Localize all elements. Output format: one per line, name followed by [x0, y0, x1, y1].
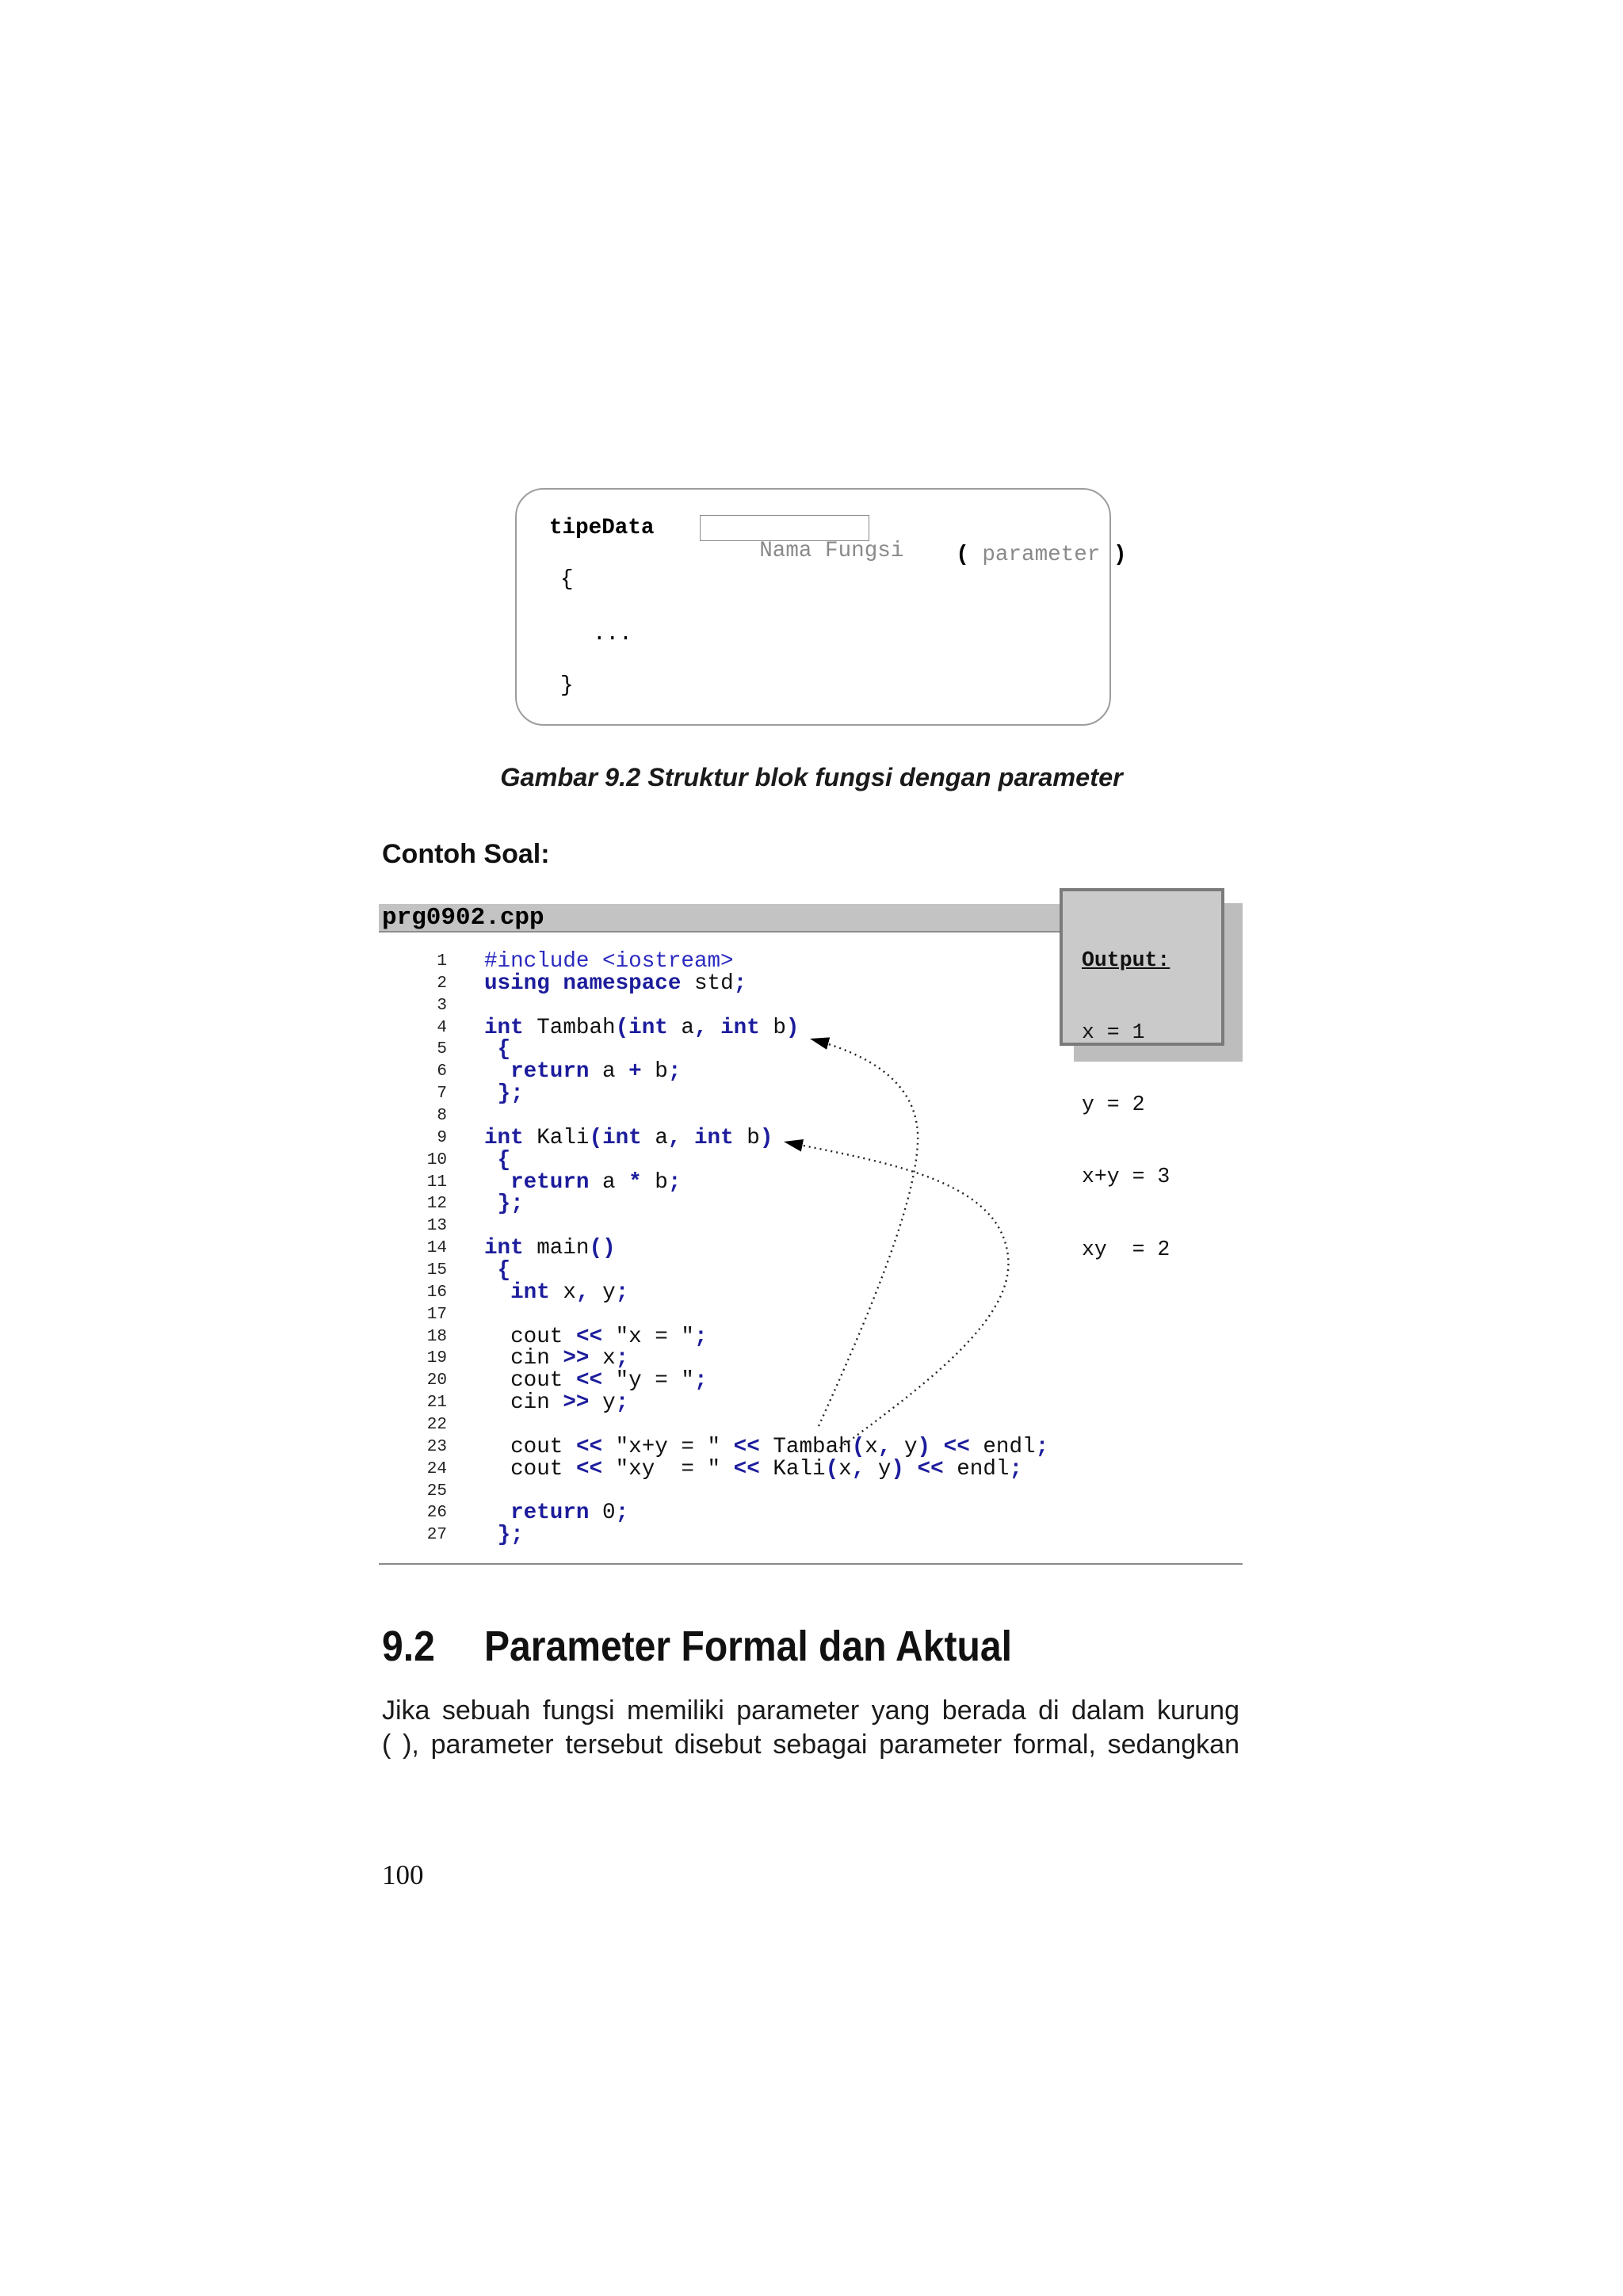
example-heading: Contoh Soal:: [382, 839, 550, 869]
return-type-label: tipeData: [549, 516, 655, 540]
line-number: 23: [426, 1437, 447, 1456]
code-operator: ,: [877, 1434, 892, 1459]
code-keyword: return: [510, 1059, 590, 1085]
code-operator: ;: [615, 1501, 629, 1526]
output-line: x = 1: [1082, 1020, 1145, 1045]
line-number: 2: [437, 974, 447, 993]
code-operator: ;: [1035, 1434, 1049, 1459]
code-text: cout << "x+y = " << Tambah(x, y) << endl;: [510, 1434, 1049, 1459]
code-operator: ;: [510, 1523, 524, 1548]
code-keyword: namespace: [563, 971, 682, 996]
code-operator: ): [759, 1125, 773, 1150]
code-line: [0, 1215, 1623, 1238]
code-operator: }: [497, 1081, 511, 1107]
code-line: [0, 1348, 1623, 1370]
line-number: 3: [437, 996, 447, 1015]
code-operator: <<: [575, 1434, 603, 1459]
code-operator: <<: [733, 1456, 760, 1482]
code-operator: ;: [693, 1324, 708, 1349]
line-number: 21: [426, 1394, 447, 1413]
code-operator: ;: [733, 971, 747, 996]
page-number: 100: [382, 1859, 424, 1890]
code-operator: ;: [615, 1280, 629, 1305]
code-operator: <<: [733, 1434, 760, 1459]
output-title: Output:: [1082, 948, 1170, 972]
output-content: [1082, 900, 1170, 1310]
code-line: [0, 1169, 1623, 1195]
code-line: [0, 1238, 1623, 1260]
code-text: [484, 1260, 510, 1282]
body-paragraph: [382, 1694, 1239, 1762]
code-operator: (: [615, 1015, 629, 1040]
line-number: 15: [426, 1261, 447, 1280]
code-operator: ): [785, 1015, 800, 1040]
code-operator: ;: [510, 1192, 524, 1217]
code-keyword: int: [602, 1125, 642, 1150]
output-line: x+y = 3: [1082, 1165, 1170, 1189]
code-operator: *: [628, 1169, 642, 1195]
code-operator: ;: [615, 1390, 629, 1416]
code-text: int x, y;: [510, 1280, 629, 1305]
code-operator: <<: [575, 1456, 603, 1482]
code-text: int Tambah(int a, int b): [484, 1015, 800, 1040]
line-number: 16: [426, 1283, 447, 1302]
code-operator: {: [497, 1258, 511, 1283]
code-operator: ;: [667, 1059, 682, 1085]
line-number: 22: [426, 1416, 447, 1435]
figure-caption: Gambar 9.2 Struktur blok fungsi dengan parameter: [500, 763, 1123, 791]
code-operator: (: [589, 1236, 603, 1261]
code-operator: ,: [693, 1015, 708, 1040]
section-number: 9.2: [382, 1623, 435, 1670]
open-brace: {: [560, 567, 574, 592]
listing-bottom-rule: [379, 1563, 1243, 1565]
code-operator: >>: [563, 1390, 590, 1416]
section-title: Parameter Formal dan Aktual: [484, 1623, 1012, 1670]
close-brace: }: [560, 673, 574, 698]
code-line: [0, 1260, 1623, 1282]
line-number: 27: [426, 1526, 447, 1545]
code-line: [0, 1147, 1623, 1173]
code-keyword: using: [484, 971, 550, 996]
code-preprocessor: #include <iostream>: [484, 949, 734, 974]
code-line: [0, 1436, 1623, 1459]
line-number: 10: [426, 1150, 447, 1169]
code-operator: ): [891, 1456, 904, 1482]
code-text: cout << "y = ";: [510, 1368, 708, 1394]
code-line: [0, 1193, 1623, 1215]
code-operator: <<: [943, 1434, 970, 1459]
code-line: [0, 951, 1623, 973]
code-operator: <<: [917, 1456, 944, 1482]
code-line: [0, 1481, 1623, 1503]
line-number: 9: [437, 1128, 447, 1147]
close-paren: ): [1113, 543, 1127, 567]
code-text: using namespace std;: [484, 971, 747, 996]
code-text: [484, 1147, 511, 1173]
line-number: 7: [437, 1085, 447, 1104]
code-text: return a * b;: [510, 1169, 682, 1195]
code-line: [0, 973, 1623, 995]
code-operator: ): [917, 1434, 931, 1459]
code-text: cout << "x = ";: [510, 1324, 708, 1349]
code-text: [484, 951, 734, 973]
line-number: 8: [437, 1107, 447, 1126]
code-operator: (: [825, 1456, 839, 1482]
line-number: 25: [426, 1482, 447, 1501]
code-line: [0, 1105, 1623, 1127]
code-line: [0, 995, 1623, 1017]
code-keyword: return: [510, 1169, 590, 1195]
code-line: [0, 1083, 1623, 1105]
code-line: [0, 1414, 1623, 1436]
code-operator: {: [497, 1147, 511, 1173]
code-line: [0, 1127, 1623, 1150]
code-text: [484, 1524, 524, 1547]
line-number: 4: [437, 1018, 447, 1037]
code-operator: ): [602, 1236, 616, 1261]
code-line: [0, 1502, 1623, 1524]
output-line: xy = 2: [1082, 1237, 1170, 1261]
code-operator: <<: [575, 1324, 603, 1349]
code-keyword: int: [720, 1015, 760, 1040]
code-operator: +: [628, 1059, 642, 1085]
code-operator: ,: [851, 1456, 865, 1482]
parameter-label: parameter: [982, 543, 1101, 567]
code-text: [484, 1193, 524, 1215]
open-paren: (: [956, 543, 969, 567]
line-number: 24: [426, 1459, 447, 1478]
code-line: [0, 1392, 1623, 1414]
code-text: [484, 1083, 524, 1105]
function-name-box: [700, 515, 904, 563]
line-number: 20: [426, 1371, 447, 1390]
function-body-ellipsis: ...: [593, 622, 632, 646]
code-operator: >>: [563, 1346, 590, 1371]
code-line: [0, 1456, 1623, 1482]
code-text: cin >> x;: [510, 1346, 629, 1371]
code-keyword: int: [484, 1236, 524, 1261]
line-number: 14: [426, 1239, 447, 1258]
code-operator: ,: [575, 1280, 590, 1305]
line-number: 26: [426, 1504, 447, 1523]
listing-filename: prg0902.cpp: [382, 904, 544, 932]
code-text: cout << "xy = " << Kali(x, y) << endl;: [510, 1456, 1023, 1482]
code-line: [0, 1282, 1623, 1304]
code-text: cin >> y;: [510, 1390, 629, 1416]
code-operator: ,: [667, 1125, 682, 1150]
code-operator: }: [497, 1192, 511, 1217]
code-line: [0, 1524, 1623, 1547]
code-keyword: int: [694, 1125, 734, 1150]
code-keyword: int: [484, 1015, 524, 1040]
code-text: int main(): [484, 1236, 616, 1261]
code-keyword: int: [628, 1015, 668, 1040]
line-number: 13: [426, 1217, 447, 1236]
code-operator: ;: [510, 1081, 524, 1107]
parameter-list: [903, 515, 1127, 596]
code-listing: [0, 951, 1623, 1547]
code-operator: (: [589, 1125, 603, 1150]
code-line: [0, 1304, 1623, 1326]
code-operator: <<: [575, 1368, 603, 1394]
code-line: [0, 1326, 1623, 1348]
code-operator: {: [497, 1037, 511, 1062]
line-number: 11: [426, 1173, 447, 1192]
code-line: [0, 1061, 1623, 1083]
line-number: 17: [426, 1305, 447, 1324]
code-operator: ;: [615, 1346, 629, 1371]
code-operator: ;: [667, 1169, 682, 1195]
code-operator: (: [851, 1434, 865, 1459]
line-number: 5: [437, 1040, 447, 1059]
code-keyword: int: [510, 1280, 550, 1305]
code-text: return a + b;: [510, 1059, 682, 1085]
code-line: [0, 1370, 1623, 1392]
code-operator: }: [497, 1523, 511, 1548]
code-text: int Kali(int a, int b): [484, 1125, 773, 1150]
line-number: 1: [437, 952, 447, 971]
code-text: [484, 1039, 510, 1061]
code-keyword: return: [510, 1501, 590, 1526]
code-line: [0, 1039, 1623, 1061]
code-line: [0, 1017, 1623, 1039]
output-line: y = 2: [1082, 1093, 1145, 1117]
paragraph-line: Jika sebuah fungsi memiliki parameter yang berada di dalam kurung: [382, 1695, 1239, 1726]
code-keyword: int: [484, 1125, 524, 1150]
line-number: 19: [426, 1349, 447, 1368]
line-number: 18: [426, 1327, 447, 1346]
code-operator: ;: [1009, 1456, 1023, 1482]
code-text: return 0;: [510, 1501, 629, 1526]
line-number: 6: [437, 1062, 447, 1081]
code-operator: ;: [693, 1368, 708, 1394]
function-name-label: Nama Fungsi: [759, 539, 904, 563]
line-number: 12: [426, 1195, 447, 1214]
paragraph-line: ( ), parameter tersebut disebut sebagai parameter formal, sedangkan: [382, 1730, 1239, 1760]
